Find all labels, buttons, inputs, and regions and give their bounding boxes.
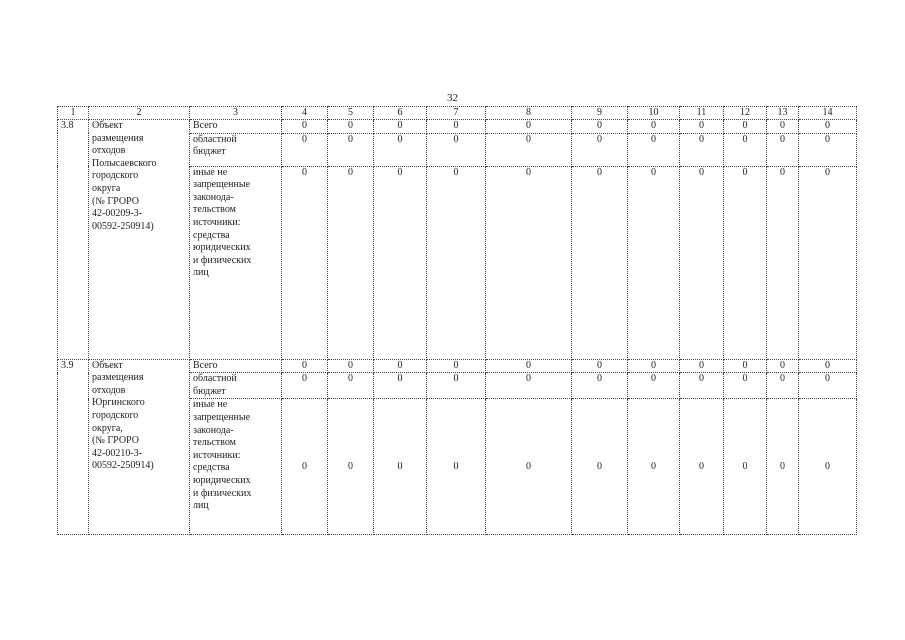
- section-number: 3.9: [58, 359, 89, 535]
- value-cell: 0: [486, 373, 572, 399]
- value-cell: 0: [328, 166, 374, 359]
- value-cell: 0: [282, 373, 328, 399]
- text-line: (№ ГРОРО: [92, 435, 139, 447]
- page-number: 32: [447, 92, 458, 104]
- text-line: областной: [193, 133, 237, 145]
- value-cell: 0: [374, 359, 427, 373]
- value-cell: 0: [799, 120, 857, 134]
- text-line: округа,: [92, 422, 123, 434]
- column-header: 12: [724, 107, 767, 120]
- text-line: запрещенные: [193, 179, 251, 191]
- value-cell: 0: [628, 399, 680, 535]
- text-line: иные не: [193, 399, 228, 411]
- value-cell: 0: [486, 120, 572, 134]
- section-name: [89, 359, 190, 535]
- text-line: и физических: [193, 487, 252, 499]
- text-line: областной: [193, 373, 237, 385]
- value-cell: 0: [724, 359, 767, 373]
- funding-source-label: [190, 120, 282, 134]
- text-line: тельством: [193, 437, 236, 449]
- value-cell: 0: [680, 359, 724, 373]
- value-cell: 0: [374, 373, 427, 399]
- value-cell: 0: [282, 120, 328, 134]
- value-cell: 0: [427, 399, 486, 535]
- funding-source-label: [190, 359, 282, 373]
- value-cell: 0: [374, 166, 427, 359]
- text-line: запрещенные: [193, 411, 251, 423]
- text-line: Всего: [193, 359, 218, 371]
- value-cell: 0: [486, 166, 572, 359]
- funding-source-label: [190, 399, 282, 535]
- value-cell: 0: [282, 133, 328, 166]
- value-cell: 0: [427, 120, 486, 134]
- column-header: 4: [282, 107, 328, 120]
- value-cell: 0: [486, 399, 572, 535]
- value-cell: 0: [628, 133, 680, 166]
- text-line: округа: [92, 182, 121, 194]
- text-line: Объект: [92, 120, 123, 131]
- value-cell: 0: [680, 399, 724, 535]
- value-cell: 0: [799, 399, 857, 535]
- text-line: 00592-250914): [92, 460, 154, 472]
- text-line: 00592-250914): [92, 220, 154, 232]
- text-line: тельством: [193, 204, 236, 216]
- text-line: Всего: [193, 120, 218, 131]
- value-cell: 0: [680, 166, 724, 359]
- value-cell: 0: [628, 373, 680, 399]
- value-cell: 0: [767, 120, 799, 134]
- column-header: 8: [486, 107, 572, 120]
- column-header: 11: [680, 107, 724, 120]
- text-line: бюджет: [193, 385, 226, 397]
- text-line: размещения: [92, 132, 144, 144]
- value-cell: 0: [767, 399, 799, 535]
- value-cell: 0: [724, 373, 767, 399]
- text-line: источники:: [193, 449, 241, 461]
- text-line: источники:: [193, 216, 241, 228]
- text-line: размещения: [92, 372, 144, 384]
- value-cell: 0: [572, 373, 628, 399]
- value-cell: 0: [328, 120, 374, 134]
- value-cell: 0: [628, 359, 680, 373]
- funding-source-label: [190, 133, 282, 166]
- text-line: лиц: [193, 500, 209, 512]
- text-line: Юргинского: [92, 397, 145, 409]
- value-cell: 0: [328, 373, 374, 399]
- column-header: 1: [58, 107, 89, 120]
- text-line: Объект: [92, 359, 123, 371]
- funding-source-label: [190, 166, 282, 359]
- text-line: бюджет: [193, 146, 226, 158]
- text-line: законода-: [193, 424, 234, 436]
- value-cell: 0: [572, 120, 628, 134]
- table-body: [58, 107, 857, 535]
- value-cell: 0: [767, 133, 799, 166]
- value-cell: 0: [374, 133, 427, 166]
- value-cell: 0: [282, 399, 328, 535]
- text-line: 42-00210-3-: [92, 447, 142, 459]
- value-cell: 0: [724, 399, 767, 535]
- value-cell: 0: [486, 133, 572, 166]
- text-line: городского: [92, 170, 139, 182]
- value-cell: 0: [724, 133, 767, 166]
- value-cell: 0: [328, 399, 374, 535]
- value-cell: 0: [799, 373, 857, 399]
- value-cell: 0: [680, 133, 724, 166]
- budget-table: [57, 106, 857, 535]
- value-cell: 0: [680, 120, 724, 134]
- column-number-row: [58, 107, 857, 120]
- value-cell: 0: [328, 133, 374, 166]
- value-cell: 0: [628, 120, 680, 134]
- value-cell: 0: [282, 359, 328, 373]
- text-line: законода-: [193, 191, 234, 203]
- value-cell: 0: [767, 166, 799, 359]
- text-line: и физических: [193, 254, 252, 266]
- text-line: отходов: [92, 384, 126, 396]
- text-line: 42-00209-3-: [92, 208, 142, 220]
- value-cell: 0: [427, 133, 486, 166]
- value-cell: 0: [427, 359, 486, 373]
- column-header: 6: [374, 107, 427, 120]
- column-header: 2: [89, 107, 190, 120]
- column-header: 9: [572, 107, 628, 120]
- value-cell: 0: [724, 120, 767, 134]
- value-cell: 0: [572, 399, 628, 535]
- table-row: [58, 359, 857, 373]
- value-cell: 0: [374, 399, 427, 535]
- text-line: юридических: [193, 242, 251, 254]
- funding-source-label: [190, 373, 282, 399]
- text-line: (№ ГРОРО: [92, 195, 139, 207]
- text-line: лиц: [193, 267, 209, 279]
- value-cell: 0: [724, 166, 767, 359]
- text-line: средства: [193, 229, 230, 241]
- table-row: [58, 120, 857, 134]
- column-header: 7: [427, 107, 486, 120]
- value-cell: 0: [427, 373, 486, 399]
- value-cell: 0: [767, 359, 799, 373]
- value-cell: 0: [767, 373, 799, 399]
- text-line: юридических: [193, 474, 251, 486]
- text-line: иные не: [193, 166, 228, 178]
- column-header: 5: [328, 107, 374, 120]
- column-header: 13: [767, 107, 799, 120]
- section-number: 3.8: [58, 120, 89, 360]
- text-line: Полысаевского: [92, 157, 157, 169]
- value-cell: 0: [374, 120, 427, 134]
- value-cell: 0: [427, 166, 486, 359]
- value-cell: 0: [799, 166, 857, 359]
- text-line: отходов: [92, 145, 126, 157]
- column-header: 14: [799, 107, 857, 120]
- section-name: [89, 120, 190, 360]
- value-cell: 0: [799, 359, 857, 373]
- text-line: городского: [92, 409, 139, 421]
- value-cell: 0: [572, 359, 628, 373]
- value-cell: 0: [572, 166, 628, 359]
- column-header: 3: [190, 107, 282, 120]
- value-cell: 0: [628, 166, 680, 359]
- value-cell: 0: [486, 359, 572, 373]
- value-cell: 0: [328, 359, 374, 373]
- column-header: 10: [628, 107, 680, 120]
- text-line: средства: [193, 462, 230, 474]
- value-cell: 0: [799, 133, 857, 166]
- value-cell: 0: [680, 373, 724, 399]
- value-cell: 0: [282, 166, 328, 359]
- value-cell: 0: [572, 133, 628, 166]
